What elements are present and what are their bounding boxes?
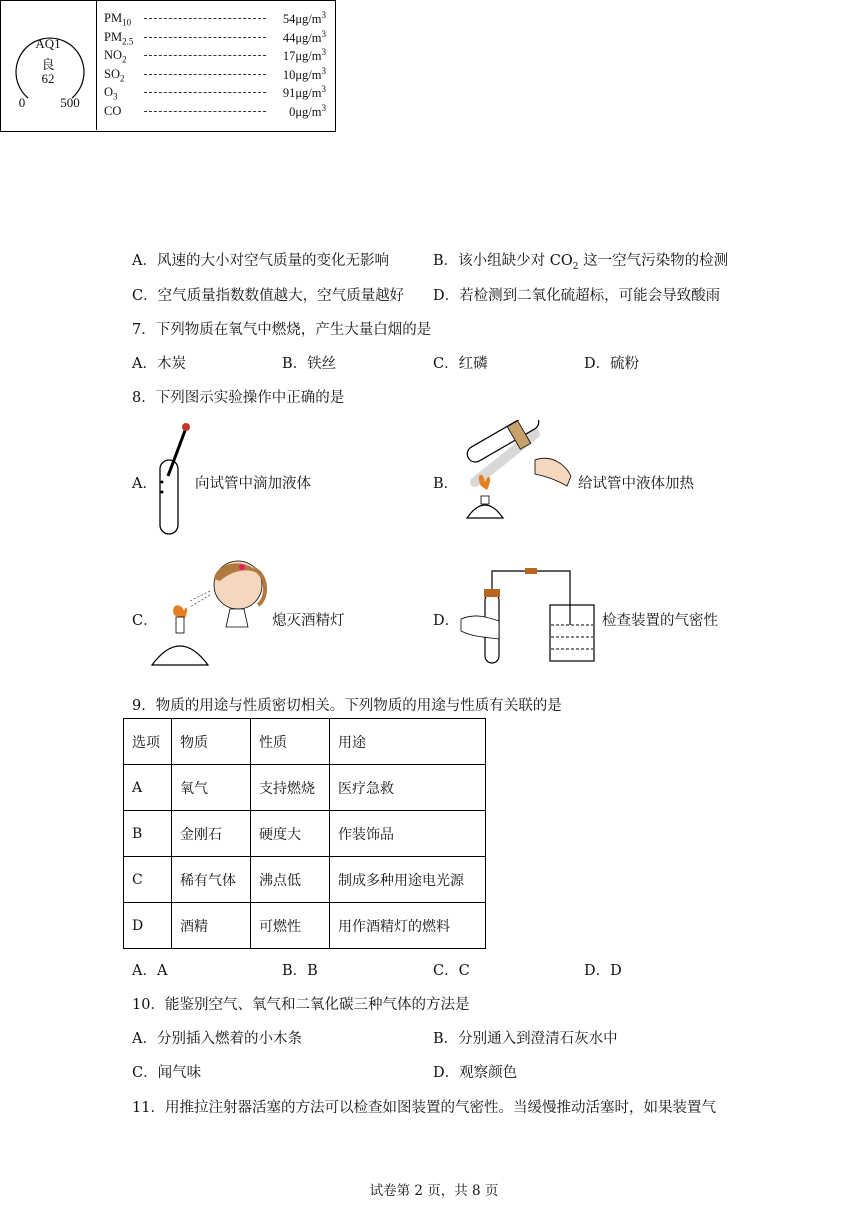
q7-stem: 7．下列物质在氧气中燃烧，产生大量白烟的是	[132, 322, 432, 338]
aqi-min: 0	[18, 95, 26, 110]
table-cell: 酒精	[172, 903, 251, 949]
aqi-divider	[96, 0, 97, 130]
q7-option-b: B．铁丝	[282, 356, 337, 372]
q10-option-a: A．分别插入燃着的小木条	[132, 1031, 302, 1047]
aqi-max: 500	[60, 95, 80, 110]
table-cell: 可燃性	[251, 903, 330, 949]
table-header-cell: 选项	[124, 719, 172, 765]
table-header-cell: 性质	[251, 719, 330, 765]
table-cell: 氧气	[172, 765, 251, 811]
table-cell: 作装饰品	[330, 811, 486, 857]
q6-option-b: B．该小组缺少对 $CO_2$ 这一空气污染物的检测	[433, 253, 729, 272]
q8-label-a: A．	[132, 476, 157, 492]
table-row	[124, 857, 486, 903]
table-header-row	[124, 719, 486, 765]
q8-label-d: D．	[433, 613, 460, 629]
blowing-out-lamp-icon	[150, 555, 270, 677]
q8-caption-d: 检查装置的气密性	[602, 613, 718, 629]
q8-caption-b: 给试管中液体加热	[578, 476, 694, 492]
q6-option-c: C．空气质量指数数值越大，空气质量越好	[132, 288, 405, 304]
table-cell: D	[124, 903, 172, 949]
pollutant-row-pm25: $PM_{2.5}$ $44\mu g/m^3$	[104, 29, 326, 47]
q9-option-a: A．A	[132, 963, 168, 979]
q8-label-c: C．	[132, 613, 158, 629]
aqi-value: 62	[41, 71, 55, 86]
q7-option-d: D．硫粉	[584, 356, 640, 372]
q9-option-b: B．B	[282, 963, 318, 979]
table-header-cell: 用途	[330, 719, 486, 765]
heating-test-tube-icon	[455, 420, 575, 538]
q10-option-d: D．观察颜色	[433, 1065, 518, 1081]
table-cell: A	[124, 765, 172, 811]
q11-stem: 11．用推拉注射器活塞的方法可以检查如图装置的气密性。当缓慢推动活塞时，如果装置气	[132, 1100, 716, 1116]
table-cell: 支持燃烧	[251, 765, 330, 811]
q7-option-c: C．红磷	[433, 356, 488, 372]
pollutant-row-no2: $NO_2$ $17\mu g/m^3$	[104, 47, 326, 65]
table-cell: 制成多种用途电光源	[330, 857, 486, 903]
pollutant-row-o3: $O_3$ $91\mu g/m^3$	[104, 84, 326, 102]
pollutant-row-so2: $SO_2$ $10\mu g/m^3$	[104, 66, 326, 84]
table-cell: 金刚石	[172, 811, 251, 857]
q6-option-a: A．风速的大小对空气质量的变化无影响	[132, 253, 389, 269]
table-cell: 稀有气体	[172, 857, 251, 903]
table-row	[124, 903, 486, 949]
aqi-panel	[0, 0, 336, 132]
aqi-title: AQ1	[35, 36, 61, 51]
page-footer: 试卷第 2 页，共 8 页	[369, 1183, 499, 1199]
table-cell: B	[124, 811, 172, 857]
pollutant-row-co: CO $0\mu g/m^3$	[104, 103, 326, 120]
q6-option-d: D．若检测到二氧化硫超标，可能会导致酸雨	[433, 288, 721, 304]
table-header-cell: 物质	[172, 719, 251, 765]
q9-table	[123, 718, 486, 949]
table-cell: 沸点低	[251, 857, 330, 903]
q10-option-c: C．闻气味	[132, 1065, 202, 1081]
q8-caption-c: 熄灭酒精灯	[272, 613, 345, 629]
aqi-level: 良	[41, 57, 55, 72]
table-cell: 用作酒精灯的燃料	[330, 903, 486, 949]
aqi-gauge	[0, 0, 96, 130]
q10-stem: 10．能鉴别空气、氧气和二氧化碳三种气体的方法是	[132, 997, 470, 1013]
q8-caption-a: 向试管中滴加液体	[195, 476, 311, 492]
q9-stem: 9．物质的用途与性质密切相关。下列物质的用途与性质有关联的是	[132, 698, 562, 714]
table-row	[124, 765, 486, 811]
table-cell: C	[124, 857, 172, 903]
q7-option-a: A．木炭	[132, 356, 186, 372]
table-row	[124, 811, 486, 857]
dropper-test-tube-icon	[150, 420, 200, 540]
pollutant-row-pm10: $PM_{10}$ $54\mu g/m^3$	[104, 10, 326, 28]
q10-option-b: B．分别通入到澄清石灰水中	[433, 1031, 618, 1047]
airtightness-apparatus-icon	[455, 565, 605, 665]
table-cell: 硬度大	[251, 811, 330, 857]
q8-stem: 8．下列图示实验操作中正确的是	[132, 390, 345, 406]
q9-option-c: C．C	[433, 963, 470, 979]
q9-option-d: D．D	[584, 963, 622, 979]
q8-label-b: B．	[433, 476, 459, 492]
table-cell: 医疗急救	[330, 765, 486, 811]
